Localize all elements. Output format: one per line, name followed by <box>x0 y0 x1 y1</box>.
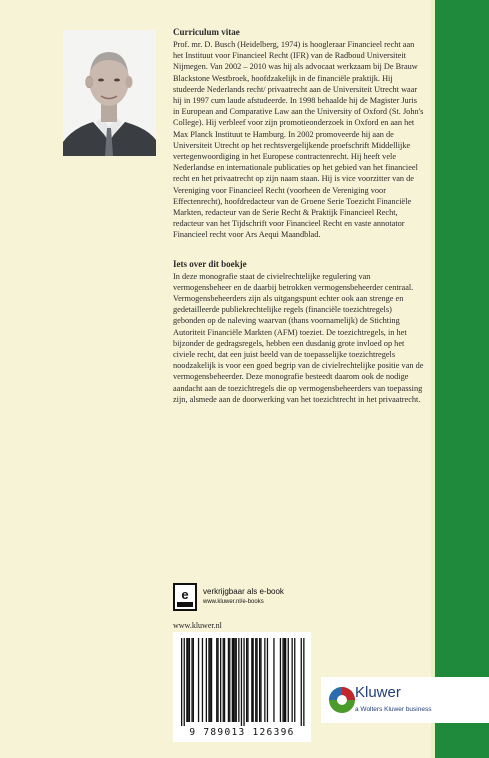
barcode-bar <box>181 638 182 726</box>
about-book-text: In deze monografie staat de civielrechtelijke regulering van vermogensbeheer en de daarbij betrokken vermogensbeheerder centraal. Vermogensbeheerders zijn als uitgangspunt echter ook aan strenge en gedetailleerde publiekrechtelijke regels (financiële toezichtregels) gebonden op de naleving waarvan (thans voornamelijk) de Stichting Autoriteit Financiële Markten (AFM) toeziet. De toezichtregels, in het bijzonder de gedragsregels, hebben een dusdanig grote invloed op het civiele recht, dat een juist beeld van de toepasselijke toezichtregels noodzakelijk is voor een goed begrip van de civielrechtelijke positie van de vermogensbeheerder. Deze monografie besteedt daarom ook de nodige aandacht aan de toezichtregels die op vermogensbeheerders van toepassing zijn, alsmede aan de doorwerking van het toezichtrecht in het privaatrecht. <box>173 271 424 404</box>
barcode-bar <box>210 638 211 722</box>
barcode-bar <box>251 638 252 722</box>
barcode-bar <box>228 638 229 722</box>
barcode-bar <box>246 638 247 722</box>
barcode-bar <box>186 638 187 722</box>
publisher-website[interactable]: www.kluwer.nl <box>173 621 222 630</box>
barcode-bar <box>202 638 203 722</box>
barcode-bar <box>273 638 274 722</box>
spine-green-stripe <box>435 0 489 758</box>
kluwer-logo-icon <box>327 685 357 715</box>
barcode-bar <box>229 638 230 722</box>
ebook-icon <box>173 583 197 611</box>
barcode-bar <box>220 638 221 722</box>
barcode-bar <box>188 638 189 722</box>
about-book-heading: Iets over dit boekje <box>173 258 247 269</box>
barcode-bar <box>233 638 234 722</box>
barcode-bar <box>292 638 293 722</box>
barcode-bar <box>217 638 218 722</box>
barcode-bar <box>206 638 207 722</box>
barcode-bar <box>259 638 260 722</box>
text-column <box>173 27 425 405</box>
barcode-bar <box>285 638 286 722</box>
barcode-bar <box>243 638 244 726</box>
barcode-bar <box>241 638 242 726</box>
barcode-bar <box>211 638 212 722</box>
ebook-notice <box>173 583 373 613</box>
barcode-bar <box>256 638 257 722</box>
author-photo <box>63 30 156 156</box>
barcode-bars <box>173 632 311 726</box>
barcode-bar <box>198 638 199 722</box>
ebook-label: verkrijgbaar als e-book <box>203 587 284 596</box>
barcode-bar <box>223 638 224 722</box>
barcode-bar <box>232 638 233 722</box>
author-portrait-image <box>63 30 156 156</box>
barcode-bar <box>238 638 239 722</box>
barcode-bar <box>193 638 194 722</box>
barcode-bar <box>282 638 283 722</box>
barcode-bar <box>191 638 192 722</box>
barcode-bar <box>284 638 285 722</box>
barcode-bar <box>224 638 225 722</box>
barcode-bar <box>288 638 289 722</box>
curriculum-vitae-text: Prof. mr. D. Busch (Heidelberg, 1974) is hoogleraar Financieel recht aan het Instituut voor Financieel Recht (IFR) van de Radboud Universiteit Nijmegen. Van 2002 – 2010 was hij als advocaat werkzaam bij De Brauw Blackstone Westbroek, hoofdzakelijk in de financiële praktijk. Hij studeerde Nederlands recht/ privaatrecht aan de Universiteit Utrecht waar hij in 1997 cum laude afstudeerde. In 1998 behaalde hij de Magister Juris in European and Comparative Law aan the University of Oxford (St. John's College). Hij verbleef voor zijn promotieonderzoek in Oxford en aan het Max Planck Instituut te Hamburg. In 2002 promoveerde hij aan de Universiteit Utrecht op het rechtsvergelijkende proefschrift Middellijke vertegenwoordiging in het Europese contractenrecht. Hij heeft vele Nederlandse en internationale publicaties op het gebied van het financieel recht en het privaatrecht op zijn naam staan. Hij is vice voorzitter van de Vereniging voor Financieel Recht (voorheen de Vereniging voor Effectenrecht), hoofdredacteur van de Groene Serie Toezicht Financiële Markten, redacteur van de Serie Recht & Praktijk Financieel Recht, redacteur van het Tijdschrift voor Financieel Recht en vaste annotator Financieel recht voor Ars Aequi Maandblad. <box>173 40 424 240</box>
barcode-bar <box>280 638 281 722</box>
barcode-bar <box>253 638 254 722</box>
publisher-name: Kluwer <box>355 684 401 701</box>
barcode-bar <box>267 638 268 722</box>
barcode-bar <box>236 638 237 722</box>
barcode-bar <box>260 638 261 722</box>
barcode-bar <box>184 638 185 726</box>
barcode-bar <box>234 638 235 722</box>
isbn-number: 9 789013 126396 <box>189 727 295 738</box>
barcode-bar <box>294 638 295 722</box>
svg-text:e: e <box>181 587 189 602</box>
barcode-bar <box>208 638 209 722</box>
barcode-bar <box>247 638 248 722</box>
barcode-bar <box>189 638 190 722</box>
publisher-logo-block <box>321 677 489 723</box>
barcode-bar <box>303 638 304 726</box>
curriculum-vitae-heading: Curriculum vitae <box>173 27 240 37</box>
isbn-barcode <box>173 632 311 742</box>
barcode-bar <box>264 638 265 722</box>
barcode-bar <box>301 638 302 726</box>
ebook-url[interactable]: www.kluwer.nl/e-books <box>203 599 264 605</box>
about-book-section <box>173 259 425 405</box>
barcode-bar <box>255 638 256 722</box>
barcode-bar <box>216 638 217 722</box>
publisher-tagline: a Wolters Kluwer business <box>355 706 432 713</box>
